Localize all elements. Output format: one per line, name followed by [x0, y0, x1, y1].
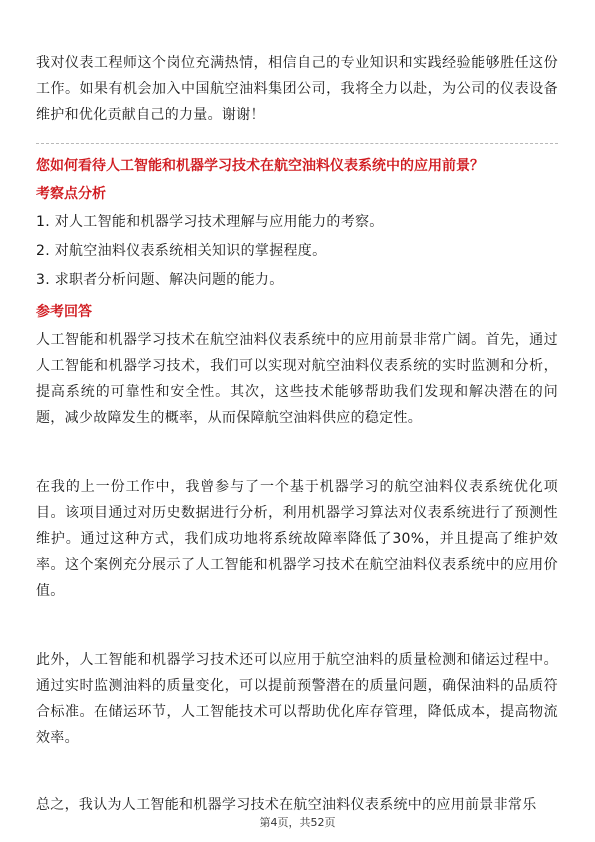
- section-divider: [36, 143, 558, 144]
- page-number: 第4页，共52页: [259, 816, 336, 829]
- analysis-heading: 考察点分析: [36, 186, 106, 202]
- answer-paragraph: 在我的上一份工作中，我曾参与了一个基于机器学习的航空油料仪表系统优化项目。该项目通过对历史数据进行分析，利用机器学习算法对仪表系统进行了预测性维护。通过这种方式，我们成功地将系统故障率降低了30%，并且提高了维护效率。这个案例充分展示了人工智能和机器学习技术在航空油料仪表系统中的应用价值。: [36, 479, 558, 599]
- answer-paragraph: 此外，人工智能和机器学习技术还可以应用于航空油料的质量检测和储运过程中。通过实时监测油料的质量变化，可以提前预警潜在的质量问题，确保油料的品质符合标准。在储运环节，人工智能技术可以帮助优化库存管理，降低成本，提高物流效率。: [36, 652, 558, 746]
- analysis-list: [36, 208, 558, 295]
- analysis-point: 1. 对人工智能和机器学习技术理解与应用能力的考察。: [36, 214, 384, 230]
- analysis-point: 3. 求职者分析问题、解决问题的能力。: [36, 272, 284, 288]
- answer-heading: 参考回答: [36, 304, 92, 320]
- intro-paragraph: 我对仪表工程师这个岗位充满热情，相信自己的专业知识和实践经验能够胜任这份工作。如果有机会加入中国航空油料集团公司，我将全力以赴，为公司的仪表设备维护和优化贡献自己的力量。谢谢！: [36, 55, 558, 123]
- answer-paragraph: 总之，我认为人工智能和机器学习技术在航空油料仪表系统中的应用前景非常乐: [36, 797, 537, 813]
- question-title: 您如何看待人工智能和机器学习技术在航空油料仪表系统中的应用前景？: [36, 158, 484, 174]
- answer-paragraph: 人工智能和机器学习技术在航空油料仪表系统中的应用前景非常广阔。首先，通过人工智能和机器学习技术，我们可以实现对航空油料仪表系统的实时监测和分析，提高系统的可靠性和安全性。其次，这些技术能够帮助我们发现和解决潜在的问题，减少故障发生的概率，从而保障航空油料供应的稳定性。: [36, 332, 558, 426]
- analysis-point: 2. 对航空油料仪表系统相关知识的掌握程度。: [36, 243, 327, 259]
